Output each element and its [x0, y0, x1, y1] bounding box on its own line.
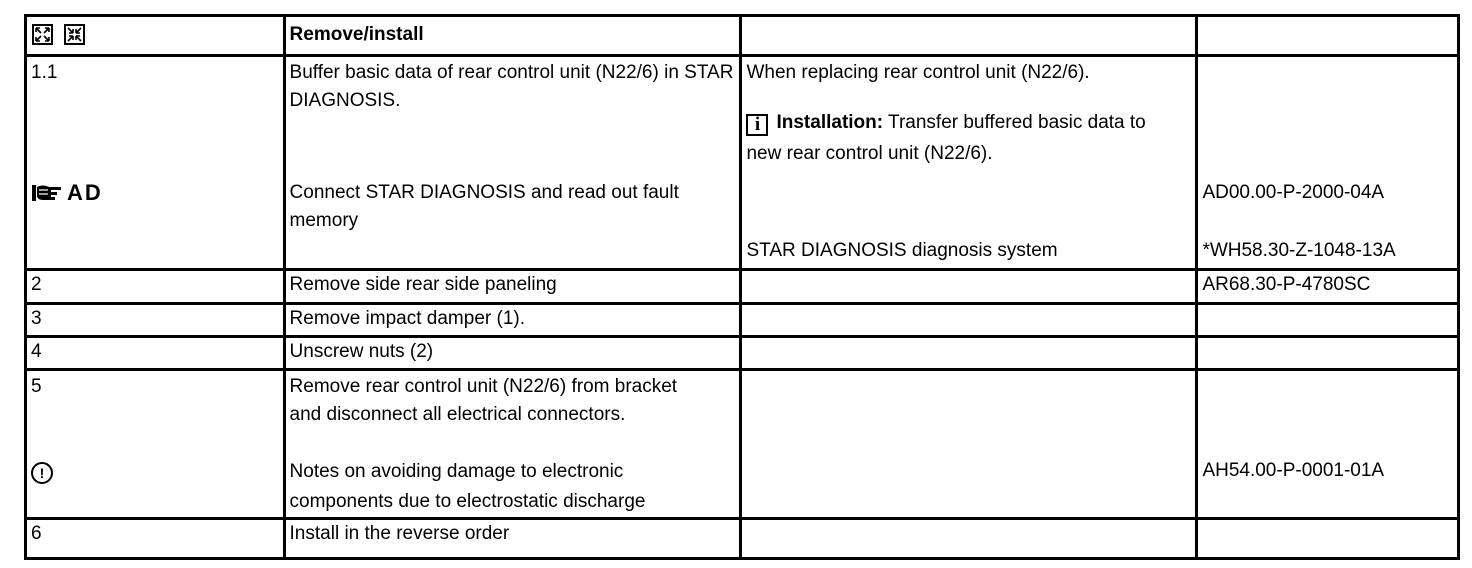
- table-row: [26, 270, 1459, 304]
- step-cell: [26, 56, 285, 270]
- table-row: [26, 304, 1459, 337]
- note-cell: [741, 304, 1197, 337]
- header-icons-cell: [26, 16, 285, 56]
- action-cell: [284, 56, 741, 270]
- action-text: Remove side rear side paneling: [289, 274, 557, 295]
- ref-link-ad[interactable]: AD00.00-P-2000-04A: [1202, 182, 1385, 203]
- step-number: 3: [31, 308, 42, 329]
- step-number: 5: [31, 376, 42, 397]
- table-row: [26, 519, 1459, 559]
- info-label: Installation:: [776, 112, 884, 133]
- action-text: Buffer basic data of rear control unit (N22/6) in STAR DIAGNOSIS.: [289, 62, 734, 111]
- action-cell: [284, 337, 741, 370]
- action-text: Remove impact damper (1).: [289, 308, 525, 329]
- table-row: [26, 337, 1459, 370]
- note-cell: [741, 519, 1197, 559]
- table-row: [26, 370, 1459, 519]
- step-cell: [26, 270, 285, 304]
- info-icon: i: [746, 114, 768, 136]
- ref-cell: [1197, 370, 1459, 519]
- action-text: Unscrew nuts (2): [289, 341, 434, 362]
- step-number: 6: [31, 523, 42, 544]
- ref-cell: [1197, 519, 1459, 559]
- esd-warning-icon: !: [31, 459, 53, 487]
- step-cell: [26, 519, 285, 559]
- header-title-cell: [284, 16, 741, 56]
- ref-cell: [1197, 337, 1459, 370]
- header-col4-cell: [1197, 16, 1459, 56]
- action-cell: [284, 519, 741, 559]
- pointing-hand-icon: [31, 181, 63, 203]
- action-text: Install in the reverse order: [289, 523, 510, 544]
- action-cell: [284, 370, 741, 519]
- ad-action-text: Connect STAR DIAGNOSIS and read out fault memory: [289, 182, 679, 231]
- collapse-icon[interactable]: [64, 24, 85, 45]
- tool-text: STAR DIAGNOSIS diagnosis system: [746, 240, 1058, 261]
- step-cell: [26, 370, 285, 519]
- note-cell: [741, 370, 1197, 519]
- note-text: When replacing rear control unit (N22/6).: [746, 62, 1090, 83]
- note-cell: [741, 56, 1197, 270]
- step-number: 2: [31, 274, 42, 295]
- step-cell: [26, 304, 285, 337]
- info-text: Transfer buffered basic data to new rear control unit (N22/6).: [746, 112, 1146, 164]
- header-col3-cell: [741, 16, 1197, 56]
- procedure-table: [24, 14, 1460, 560]
- ad-symbol: AD: [31, 179, 103, 209]
- step-number: 4: [31, 341, 42, 362]
- action-cell: [284, 270, 741, 304]
- action-text: Remove rear control unit (N22/6) from bracket and disconnect all electrical connectors.: [289, 376, 678, 425]
- ref-cell: [1197, 56, 1459, 270]
- step-number: 1.1: [31, 62, 58, 83]
- ref-cell: [1197, 304, 1459, 337]
- ref-link[interactable]: AR68.30-P-4780SC: [1202, 274, 1371, 295]
- note-cell: [741, 337, 1197, 370]
- warning-text: Notes on avoiding damage to electronic components due to electrostatic discharge: [289, 461, 646, 512]
- ref-cell: [1197, 270, 1459, 304]
- expand-icon[interactable]: [32, 24, 53, 45]
- note-cell: [741, 270, 1197, 304]
- ref-link-tool[interactable]: *WH58.30-Z-1048-13A: [1202, 240, 1396, 261]
- ref-link[interactable]: AH54.00-P-0001-01A: [1202, 460, 1385, 481]
- table-row: [26, 56, 1459, 270]
- header-title: Remove/install: [289, 24, 424, 45]
- installation-info: [746, 107, 1166, 169]
- table-header-row: [26, 16, 1459, 56]
- action-cell: [284, 304, 741, 337]
- step-cell: [26, 337, 285, 370]
